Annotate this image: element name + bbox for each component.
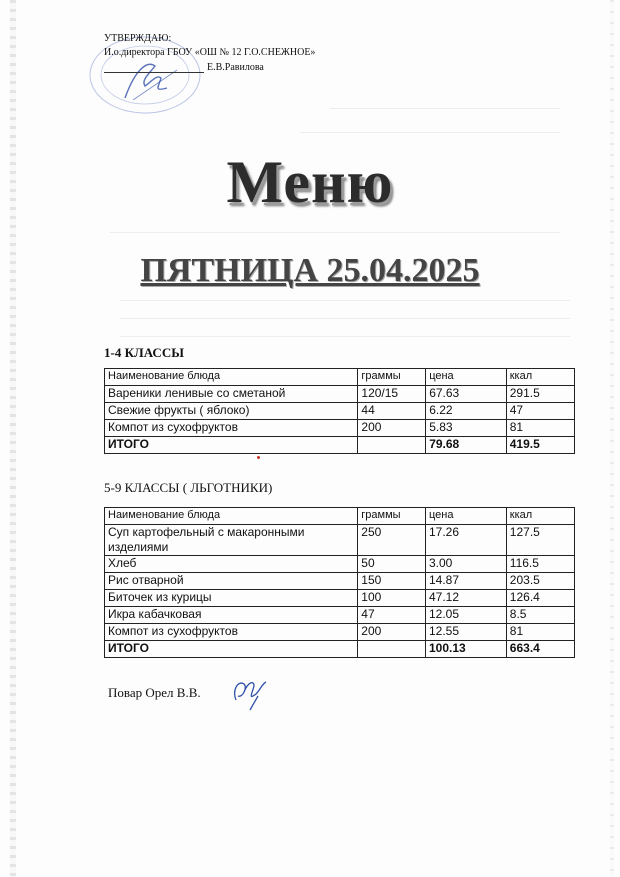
header-cell: ккал	[506, 369, 574, 386]
dish-kcal: 81	[506, 420, 574, 437]
page-title: Меню	[226, 149, 394, 215]
dish-price: 6.22	[426, 403, 507, 420]
dish-name: Биточек из курицы	[105, 590, 358, 607]
menu-table-1-4	[104, 368, 575, 454]
bleed-line	[120, 300, 570, 301]
menu-date	[0, 252, 620, 290]
section-title-1-4: 1-4 КЛАССЫ	[104, 345, 184, 360]
dish-kcal: 81	[506, 624, 574, 641]
dish-price: 12.55	[426, 624, 507, 641]
dish-name: Компот из сухофруктов	[105, 624, 358, 641]
dish-kcal: 203.5	[506, 573, 574, 590]
total-row	[105, 641, 575, 658]
section-title-5-9: 5-9 КЛАССЫ ( ЛЬГОТНИКИ)	[104, 480, 273, 495]
dish-name: Суп картофельный с макаронными изделиями	[105, 525, 358, 556]
dish-price: 14.87	[426, 573, 507, 590]
dish-grams: 150	[358, 573, 426, 590]
dish-name: Рис отварной	[105, 573, 358, 590]
scan-edge-right	[610, 0, 614, 877]
dish-kcal: 8.5	[506, 607, 574, 624]
table-row	[105, 624, 575, 641]
dish-grams: 50	[358, 556, 426, 573]
table-row	[105, 386, 575, 403]
dish-grams: 120/15	[358, 386, 426, 403]
menu-date-text: ПЯТНИЦА 25.04.2025	[140, 252, 480, 289]
header-cell: граммы	[358, 508, 426, 525]
header-cell: Наименование блюда	[105, 508, 358, 525]
dish-kcal: 47	[506, 403, 574, 420]
dish-grams: 100	[358, 590, 426, 607]
dish-price: 47.12	[426, 590, 507, 607]
table-row	[105, 607, 575, 624]
approval-heading: УТВЕРЖДАЮ:	[104, 33, 172, 44]
dish-name: Свежие фрукты ( яблоко)	[105, 403, 358, 420]
bleed-line	[110, 232, 560, 233]
table-row	[105, 525, 575, 556]
table-row	[105, 556, 575, 573]
total-price: 100.13	[426, 641, 507, 658]
dish-grams: 44	[358, 403, 426, 420]
dish-grams: 200	[358, 624, 426, 641]
dish-grams: 200	[358, 420, 426, 437]
scan-edge-left	[10, 0, 16, 877]
dish-name: Икра кабачковая	[105, 607, 358, 624]
bleed-line	[120, 318, 570, 319]
dish-price: 17.26	[426, 525, 507, 556]
header-cell: цена	[426, 508, 507, 525]
dish-price: 5.83	[426, 420, 507, 437]
bleed-line	[120, 336, 570, 337]
ink-mark	[257, 456, 260, 459]
total-row	[105, 437, 575, 454]
signature-line	[104, 72, 204, 73]
table-header-row	[105, 508, 575, 525]
cook-signature-graphic	[228, 670, 276, 712]
bleed-line	[300, 132, 560, 133]
table-header-row	[105, 369, 575, 386]
dish-grams: 47	[358, 607, 426, 624]
table-row	[105, 573, 575, 590]
table-row	[105, 590, 575, 607]
table-row	[105, 403, 575, 420]
dish-kcal: 127.5	[506, 525, 574, 556]
director-name: Е.В.Равилова	[207, 62, 264, 73]
dish-name: Вареники ленивые со сметаной	[105, 386, 358, 403]
table-row	[105, 420, 575, 437]
total-kcal: 663.4	[506, 641, 574, 658]
dish-price: 67.63	[426, 386, 507, 403]
header-cell: граммы	[358, 369, 426, 386]
dish-kcal: 126.4	[506, 590, 574, 607]
header-cell: Наименование блюда	[105, 369, 358, 386]
dish-price: 3.00	[426, 556, 507, 573]
menu-table-5-9	[104, 507, 575, 658]
cook-signature-label: Повар Орел В.В.	[108, 685, 201, 700]
dish-grams: 250	[358, 525, 426, 556]
dish-name: Компот из сухофруктов	[105, 420, 358, 437]
dish-price: 12.05	[426, 607, 507, 624]
header-cell: ккал	[506, 508, 574, 525]
total-grams	[358, 437, 426, 454]
total-kcal: 419.5	[506, 437, 574, 454]
total-price: 79.68	[426, 437, 507, 454]
dish-kcal: 116.5	[506, 556, 574, 573]
total-grams	[358, 641, 426, 658]
dish-kcal: 291.5	[506, 386, 574, 403]
header-cell: цена	[426, 369, 507, 386]
bleed-line	[330, 108, 560, 109]
total-label: ИТОГО	[105, 641, 358, 658]
total-label: ИТОГО	[105, 437, 358, 454]
approval-position: И.о.директора ГБОУ «ОШ № 12 Г.О.СНЕЖНОЕ»	[104, 47, 316, 58]
dish-name: Хлеб	[105, 556, 358, 573]
